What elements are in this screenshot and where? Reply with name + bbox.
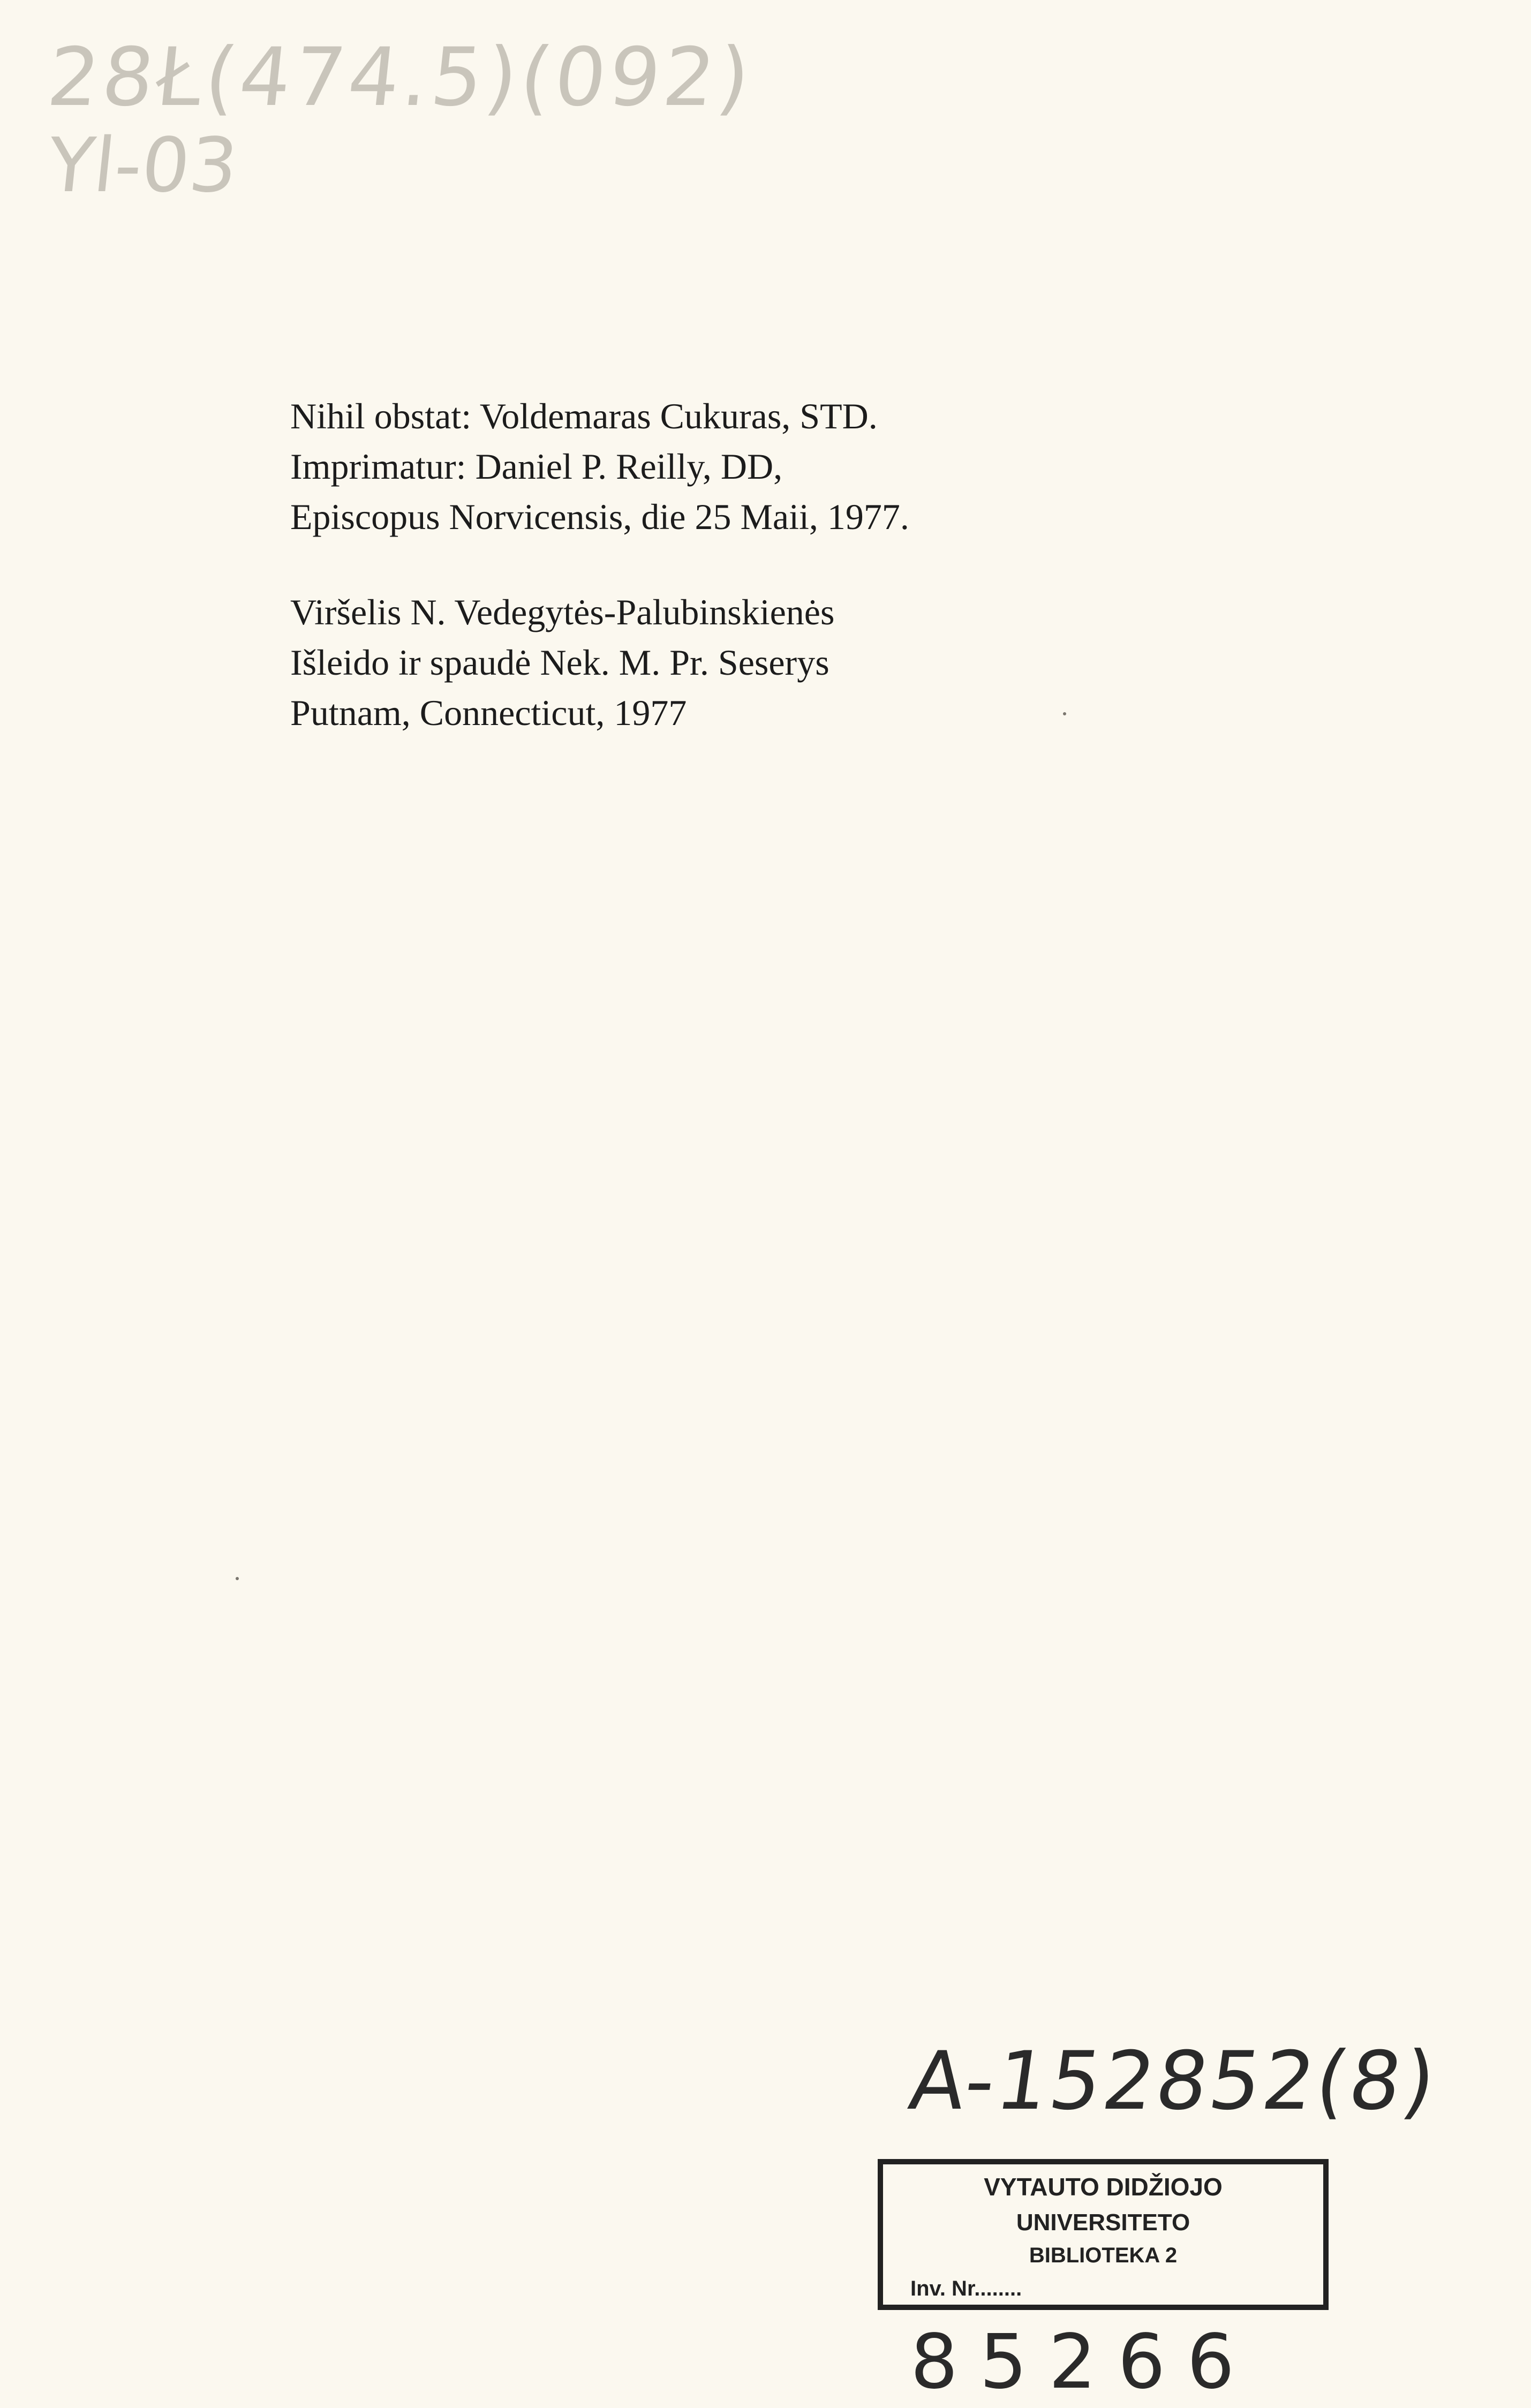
imprimatur-line: Imprimatur: Daniel P. Reilly, DD, — [290, 446, 783, 487]
episcopus-line: Episcopus Norvicensis, die 25 Maii, 1977. — [290, 496, 909, 537]
shelf-mark-line-2: Yl-03 — [43, 122, 242, 209]
library-stamp — [873, 2155, 1333, 2316]
handwritten-inventory-number: 85266 — [910, 2319, 1256, 2406]
stamp-line-2: UNIVERSITETO — [1016, 2209, 1190, 2236]
publisher-line: Išleido ir spaudė Nek. M. Pr. Seserys — [290, 642, 829, 683]
nihil-obstat-line: Nihil obstat: Voldemaras Cukuras, STD. — [290, 396, 878, 436]
paragraph-gap — [290, 542, 909, 587]
place-year-line: Putnam, Connecticut, 1977 — [290, 692, 687, 733]
handwritten-accession-number: A-152852(8) — [903, 2035, 1443, 2128]
paper-speck — [236, 1577, 239, 1580]
shelf-mark-line-1: 28Ł(474.5)(092) — [43, 31, 758, 124]
imprint-text-block — [290, 391, 909, 738]
stamp-line-3: BIBLIOTEKA 2 — [1029, 2244, 1178, 2267]
stamp-line-4: Inv. Nr........ — [910, 2277, 1022, 2300]
cover-credit-line: Viršelis N. Vedegytės-Palubinskienės — [290, 592, 835, 632]
pencil-shelf-mark — [43, 31, 758, 209]
stamp-line-1: VYTAUTO DIDŽIOJO — [984, 2173, 1223, 2201]
paper-speck — [1063, 712, 1066, 715]
stamp-border — [873, 2155, 1333, 2316]
